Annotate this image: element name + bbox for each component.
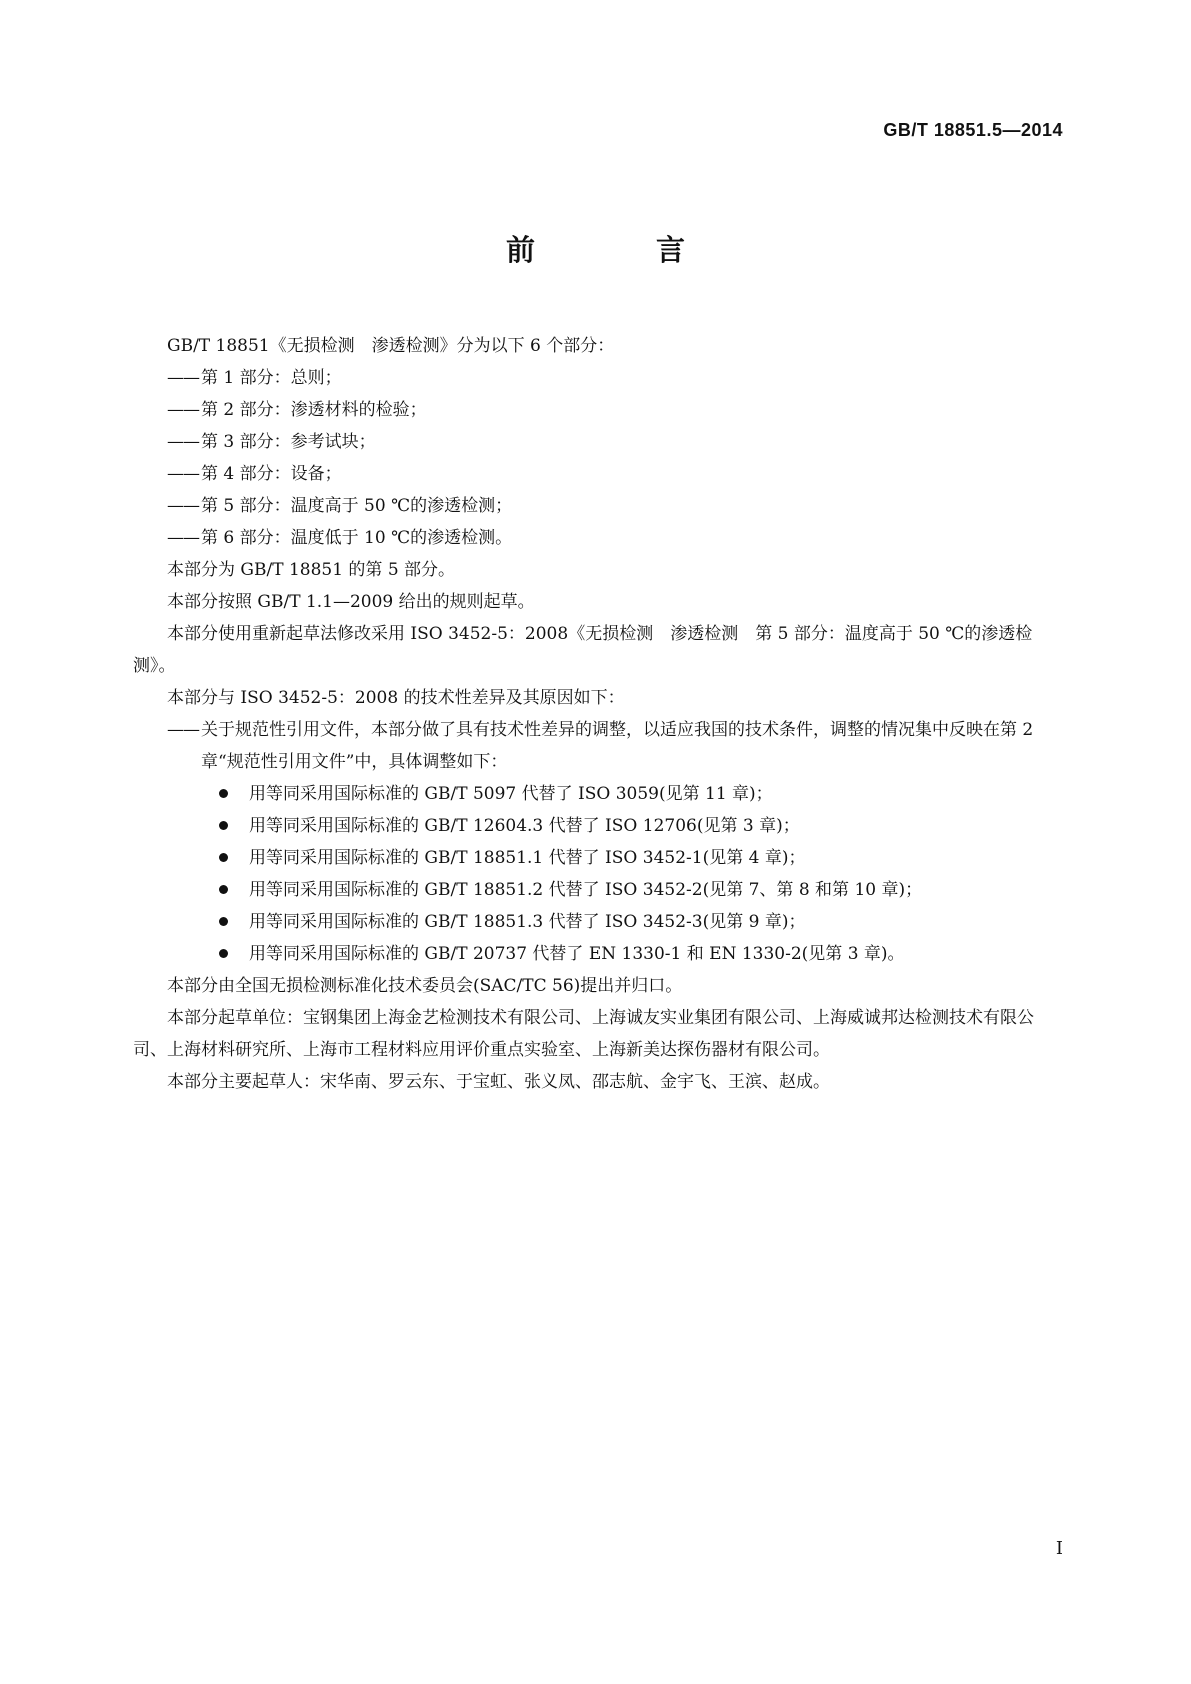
dash-mark: —— xyxy=(167,432,199,452)
list-item xyxy=(217,778,1063,810)
statement-part: 本部分为 GB/T 18851 的第 5 部分。 xyxy=(167,560,456,580)
dash-mark: —— xyxy=(167,368,199,388)
list-item xyxy=(217,842,1063,874)
list-item-text: 用等同采用国际标准的 GB/T 20737 代替了 EN 1330-1 和 EN 1330-2(见第 3 章)。 xyxy=(249,944,905,964)
difference-item xyxy=(167,714,1063,778)
list-item-text: 用等同采用国际标准的 GB/T 18851.1 代替了 ISO 3452-1(见第 4 章)； xyxy=(249,848,806,868)
statement-differences: 本部分与 ISO 3452-5：2008 的技术性差异及其原因如下： xyxy=(167,688,625,708)
part-item-text: 第 1 部分：总则； xyxy=(201,368,342,388)
replacement-list xyxy=(133,778,1063,970)
dash-mark: —— xyxy=(167,528,199,548)
list-item xyxy=(217,906,1063,938)
list-item xyxy=(217,938,1063,970)
part-item-text: 第 3 部分：参考试块； xyxy=(201,432,376,452)
page-number: I xyxy=(1055,1538,1063,1559)
bullet-icon xyxy=(219,917,228,926)
standard-code: GB/T 18851.5—2014 xyxy=(883,120,1063,140)
list-item xyxy=(217,874,1063,906)
bullet-icon xyxy=(219,789,228,798)
statement-proposed: 本部分由全国无损检测标准化技术委员会(SAC/TC 56)提出并归口。 xyxy=(167,976,683,996)
list-item xyxy=(217,810,1063,842)
statement-drafters: 本部分主要起草人：宋华南、罗云东、于宝虹、张义凤、邵志航、金宇飞、王滨、赵成。 xyxy=(167,1072,830,1092)
part-item xyxy=(167,522,1063,554)
statement-adoption: 本部分使用重新起草法修改采用 ISO 3452-5：2008《无损检测 渗透检测 第 5 部分：温度高于 50 ℃的渗透检测》。 xyxy=(133,624,1033,676)
bullet-icon xyxy=(219,821,228,830)
list-item-text: 用等同采用国际标准的 GB/T 18851.2 代替了 ISO 3452-2(见第 7、第 8 和第 10 章)； xyxy=(249,880,923,900)
part-item-text: 第 4 部分：设备； xyxy=(201,464,342,484)
part-item-text: 第 5 部分：温度高于 50 ℃的渗透检测； xyxy=(201,496,513,516)
part-item xyxy=(167,458,1063,490)
dash-mark: —— xyxy=(167,720,199,740)
part-item xyxy=(167,362,1063,394)
dash-mark: —— xyxy=(167,496,199,516)
dash-mark: —— xyxy=(167,400,199,420)
bullet-icon xyxy=(219,853,228,862)
part-item-text: 第 6 部分：温度低于 10 ℃的渗透检测。 xyxy=(201,528,513,548)
list-item-text: 用等同采用国际标准的 GB/T 5097 代替了 ISO 3059(见第 11 章)； xyxy=(249,784,773,804)
part-item-text: 第 2 部分：渗透材料的检验； xyxy=(201,400,427,420)
bullet-icon xyxy=(219,885,228,894)
statement-rules: 本部分按照 GB/T 1.1—2009 给出的规则起草。 xyxy=(167,592,535,612)
part-item xyxy=(167,426,1063,458)
part-item xyxy=(167,490,1063,522)
intro-paragraph: GB/T 18851《无损检测 渗透检测》分为以下 6 个部分： xyxy=(167,336,615,356)
part-item xyxy=(167,394,1063,426)
list-item-text: 用等同采用国际标准的 GB/T 12604.3 代替了 ISO 12706(见第 3 章)； xyxy=(249,816,800,836)
list-item-text: 用等同采用国际标准的 GB/T 18851.3 代替了 ISO 3452-3(见第 9 章)； xyxy=(249,912,806,932)
bullet-icon xyxy=(219,949,228,958)
statement-drafting-units: 本部分起草单位：宝钢集团上海金艺检测技术有限公司、上海诚友实业集团有限公司、上海威诚邦达检测技术有限公司、上海材料研究所、上海市工程材料应用评价重点实验室、上海新美达探伤器材有限公司。 xyxy=(133,1008,1034,1060)
page-title: 前 言 xyxy=(505,233,731,267)
dash-mark: —— xyxy=(167,464,199,484)
foreword-body xyxy=(133,330,1063,1098)
difference-item-text: 关于规范性引用文件，本部分做了具有技术性差异的调整，以适应我国的技术条件，调整的情况集中反映在第 2 章“规范性引用文件”中，具体调整如下： xyxy=(201,720,1034,772)
